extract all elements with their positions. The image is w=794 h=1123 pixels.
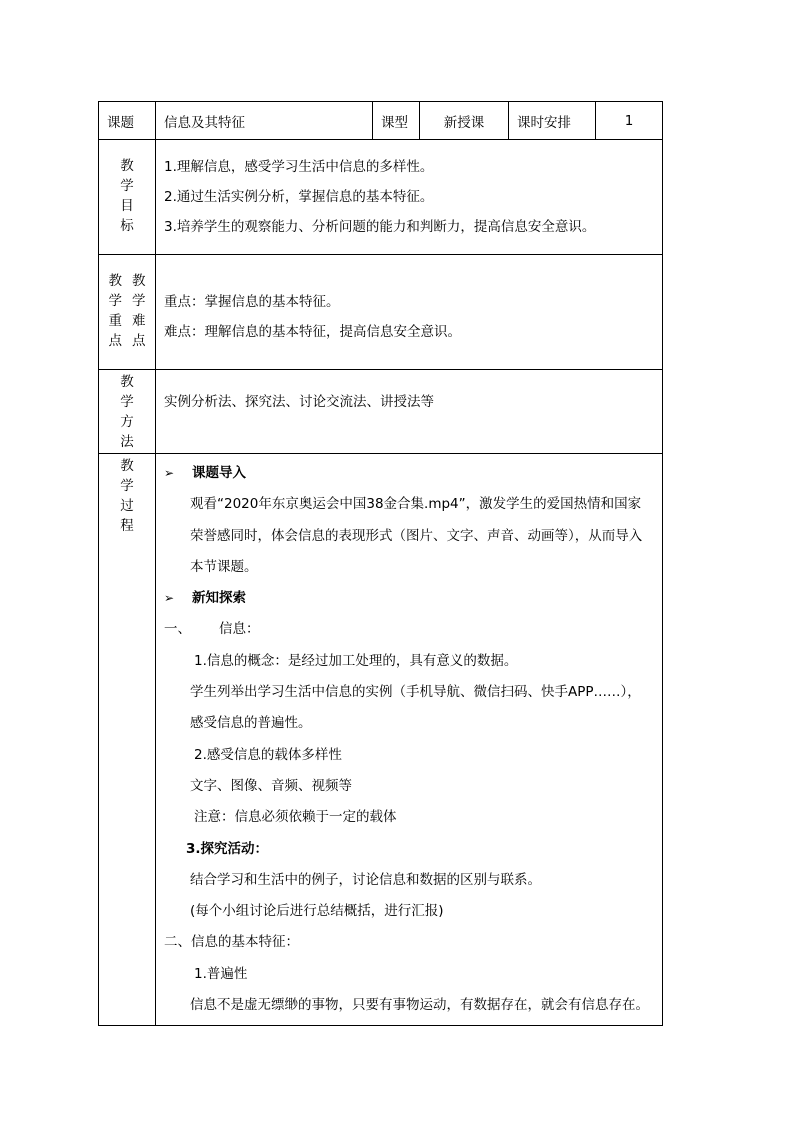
methods-label-cell [99, 370, 156, 454]
p1-activity: 3.探究活动： [186, 840, 269, 857]
p1-carrier-types: 文字、图像、音频、视频等 [190, 777, 352, 794]
keypoint-item: 重点：掌握信息的基本特征。 [164, 294, 340, 310]
goals-label-cell [99, 140, 156, 255]
p1-activity-desc: 结合学习和生活中的例子，讨论信息和数据的区别与联系。 [190, 871, 541, 888]
methods-row [99, 370, 663, 454]
methods-text: 实例分析法、探究法、讨论交流法、讲授法等 [164, 394, 434, 410]
p1-concept: 1.信息的概念：是经过加工处理的，具有意义的数据。 [194, 652, 518, 669]
goal-item: 3.培养学生的观察能力、分析问题的能力和判断力，提高信息安全意识。 [164, 219, 596, 235]
intro-text-line: 本节课题。 [190, 558, 258, 575]
topic-label: 课题 [99, 102, 156, 140]
goals-content [156, 140, 663, 255]
type-label: 课型 [373, 102, 420, 140]
keypoint-item: 难点：理解信息的基本特征，提高信息安全意识。 [164, 324, 461, 340]
p1-note: 注意：信息必须依赖于一定的载体 [194, 809, 397, 826]
process-content [156, 454, 663, 1026]
p2-universal: 1.普遍性 [194, 965, 248, 982]
p2-universal-desc: 信息不是虚无缥缈的事物，只要有事物运动，有数据存在，就会有信息存在。 [190, 997, 649, 1014]
p1-examples: 感受信息的普遍性。 [190, 715, 312, 732]
methods-content [156, 370, 663, 454]
section-explore-heading: ➢ 新知探索 [164, 583, 658, 614]
process-label-cell [99, 454, 156, 1026]
goal-item: 1.理解信息，感受学习生活中信息的多样性。 [164, 159, 434, 175]
arrow-bullet-icon: ➢ [164, 466, 175, 480]
methods-label: 教 学 方 法 [120, 374, 134, 450]
arrow-bullet-icon: ➢ [164, 591, 175, 606]
intro-text-line: 荣誉感同时，体会信息的表现形式（图片、文字、声音、动画等），从而导入 [190, 527, 643, 544]
process-label: 教 学 过 程 [120, 458, 134, 534]
section-intro-heading: ➢ 课题导入 [164, 458, 658, 489]
p1-activity-note: (每个小组讨论后进行总结概括，进行汇报) [190, 903, 444, 920]
lesson-plan-table [98, 101, 663, 1026]
hours-label: 课时安排 [509, 102, 596, 140]
keypoints-label-cell [99, 255, 156, 370]
p1-examples: 学生列举出学习生活中信息的实例（手机导航、微信扫码、快手APP……）， [190, 684, 641, 701]
topic-value: 信息及其特征 [156, 102, 373, 140]
header-row [99, 102, 663, 140]
process-row [99, 454, 663, 1026]
keypoints-row [99, 255, 663, 370]
p1-carrier: 2.感受信息的载体多样性 [194, 746, 342, 763]
hours-value: 1 [596, 102, 663, 140]
keypoints-content [156, 255, 663, 370]
keypoints-label: 教 学 重 点 教 学 难 点 [108, 273, 146, 349]
goals-label: 教 学 目 标 [120, 158, 134, 234]
goals-row [99, 140, 663, 255]
part1-heading: 一、 信息： [164, 621, 260, 638]
intro-text-line: 观看“2020年东京奥运会中国38金合集.mp4”，激发学生的爱国热情和国家 [190, 496, 642, 513]
part2-heading: 二、信息的基本特征： [164, 934, 299, 951]
goal-item: 2.通过生活实例分析，掌握信息的基本特征。 [164, 189, 434, 205]
type-value: 新授课 [420, 102, 509, 140]
